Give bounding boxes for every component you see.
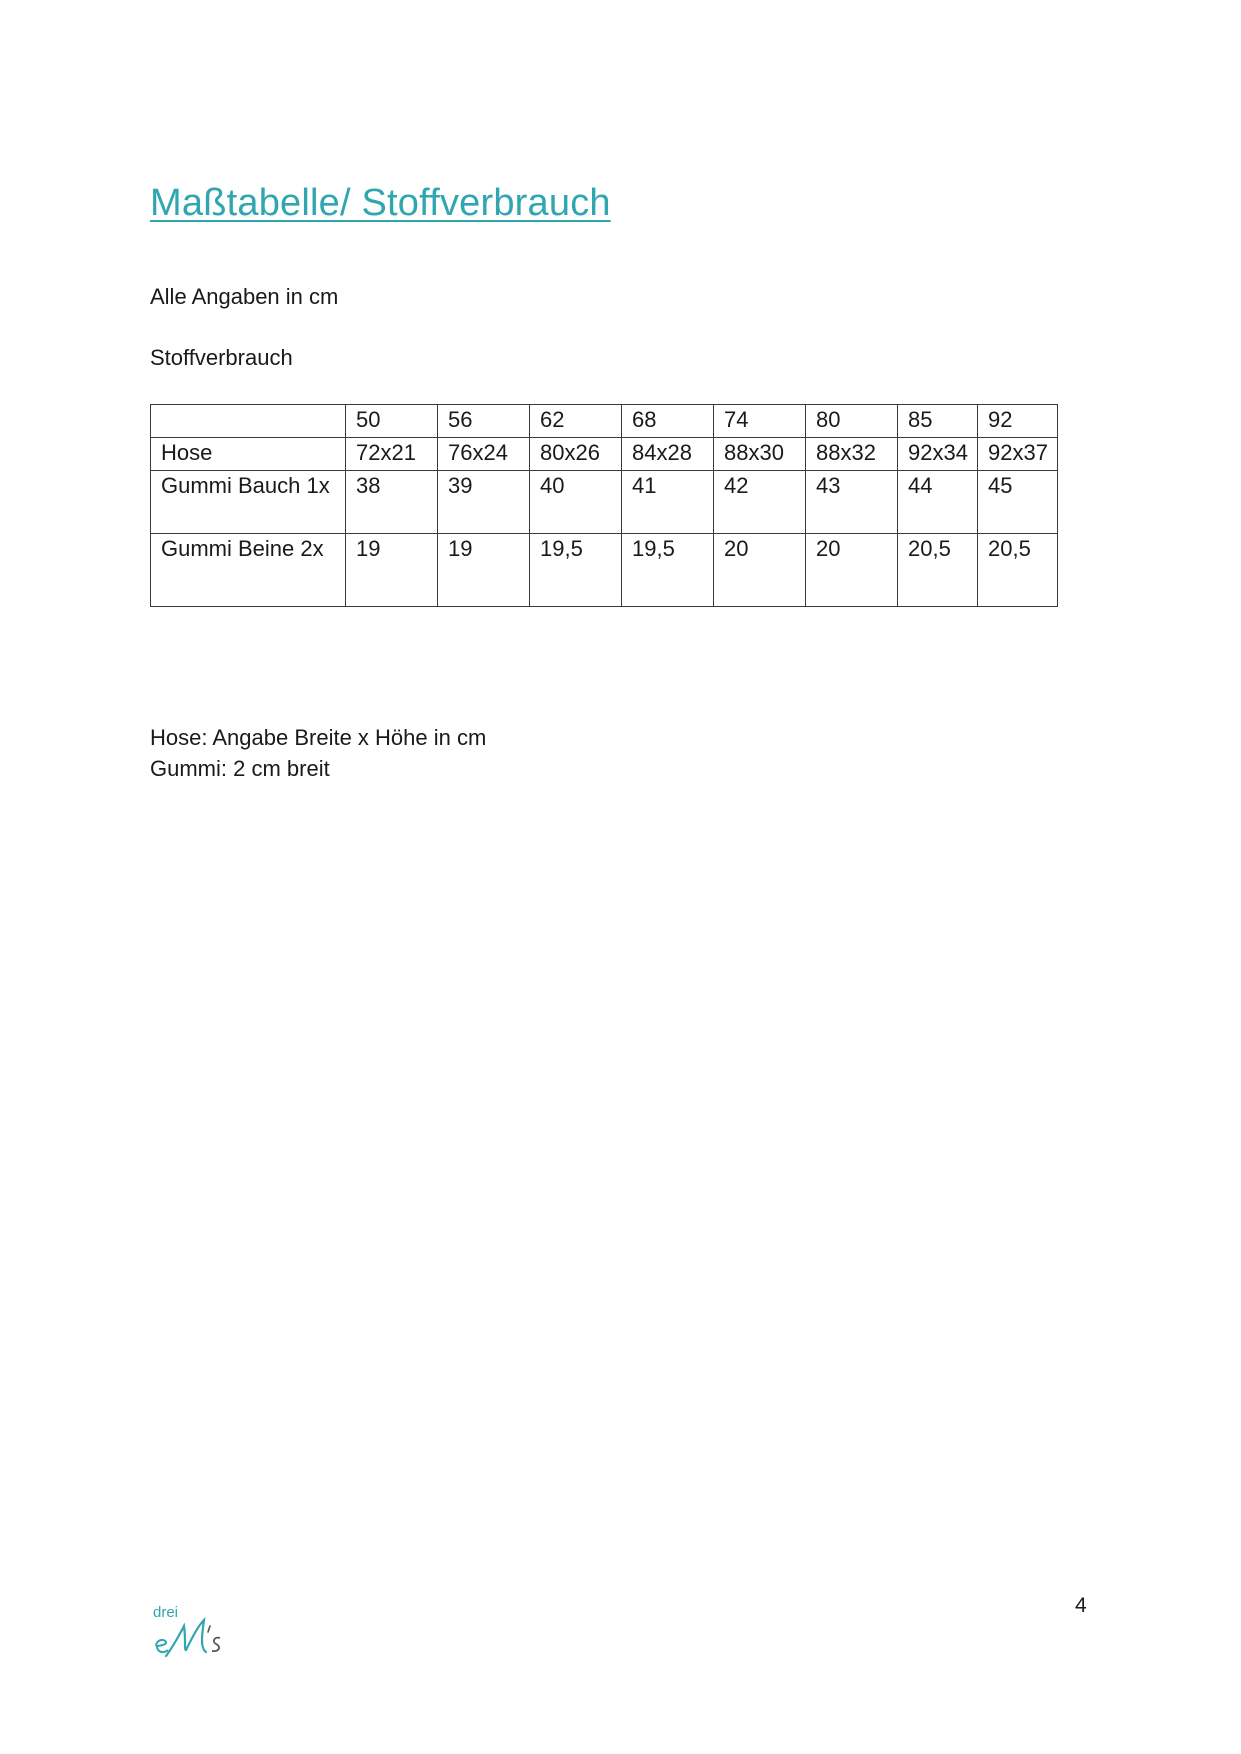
- table-cell: 19,5: [530, 534, 622, 607]
- table-header-cell: 50: [346, 405, 438, 438]
- table-header-cell: 68: [622, 405, 714, 438]
- row-label: Hose: [151, 438, 346, 471]
- table-cell: 20: [714, 534, 806, 607]
- table-header-cell: [151, 405, 346, 438]
- table-cell: 19: [438, 534, 530, 607]
- table-header-row: [151, 405, 1058, 438]
- units-note: Alle Angaben in cm: [150, 284, 339, 309]
- table-cell: 41: [622, 471, 714, 534]
- page-title: Maßtabelle/ Stoffverbrauch: [150, 182, 611, 224]
- table-cell: 20,5: [898, 534, 978, 607]
- table-header-cell: 74: [714, 405, 806, 438]
- note-hose: Hose: Angabe Breite x Höhe in cm: [150, 725, 487, 750]
- table-cell: 19: [346, 534, 438, 607]
- table-header-cell: 80: [806, 405, 898, 438]
- table-row: [151, 438, 1058, 471]
- logo-word: drei: [153, 1604, 179, 1621]
- table-cell: 42: [714, 471, 806, 534]
- note-gummi: Gummi: 2 cm breit: [150, 756, 330, 781]
- table-cell: 72x21: [346, 438, 438, 471]
- section-label: Stoffverbrauch: [150, 345, 293, 370]
- brand-logo: [150, 1604, 240, 1664]
- table-cell: 20: [806, 534, 898, 607]
- table-cell: 92x37: [978, 438, 1058, 471]
- table-header-cell: 56: [438, 405, 530, 438]
- table-row: [151, 534, 1058, 607]
- row-label: Gummi Beine 2x: [151, 534, 346, 607]
- table-header-cell: 62: [530, 405, 622, 438]
- table-cell: 80x26: [530, 438, 622, 471]
- table-header-cell: 92: [978, 405, 1058, 438]
- table-cell: 39: [438, 471, 530, 534]
- table-cell: 38: [346, 471, 438, 534]
- page-number: 4: [1075, 1594, 1087, 1617]
- table-cell: 45: [978, 471, 1058, 534]
- table-cell: 20,5: [978, 534, 1058, 607]
- table-cell: 92x34: [898, 438, 978, 471]
- table-header-cell: 85: [898, 405, 978, 438]
- table-cell: 40: [530, 471, 622, 534]
- table-cell: 44: [898, 471, 978, 534]
- row-label: Gummi Bauch 1x: [151, 471, 346, 534]
- table-cell: 76x24: [438, 438, 530, 471]
- table-cell: 84x28: [622, 438, 714, 471]
- table-cell: 19,5: [622, 534, 714, 607]
- size-table: [150, 404, 1058, 607]
- table-cell: 43: [806, 471, 898, 534]
- table-cell: 88x32: [806, 438, 898, 471]
- table-cell: 88x30: [714, 438, 806, 471]
- table-row: [151, 471, 1058, 534]
